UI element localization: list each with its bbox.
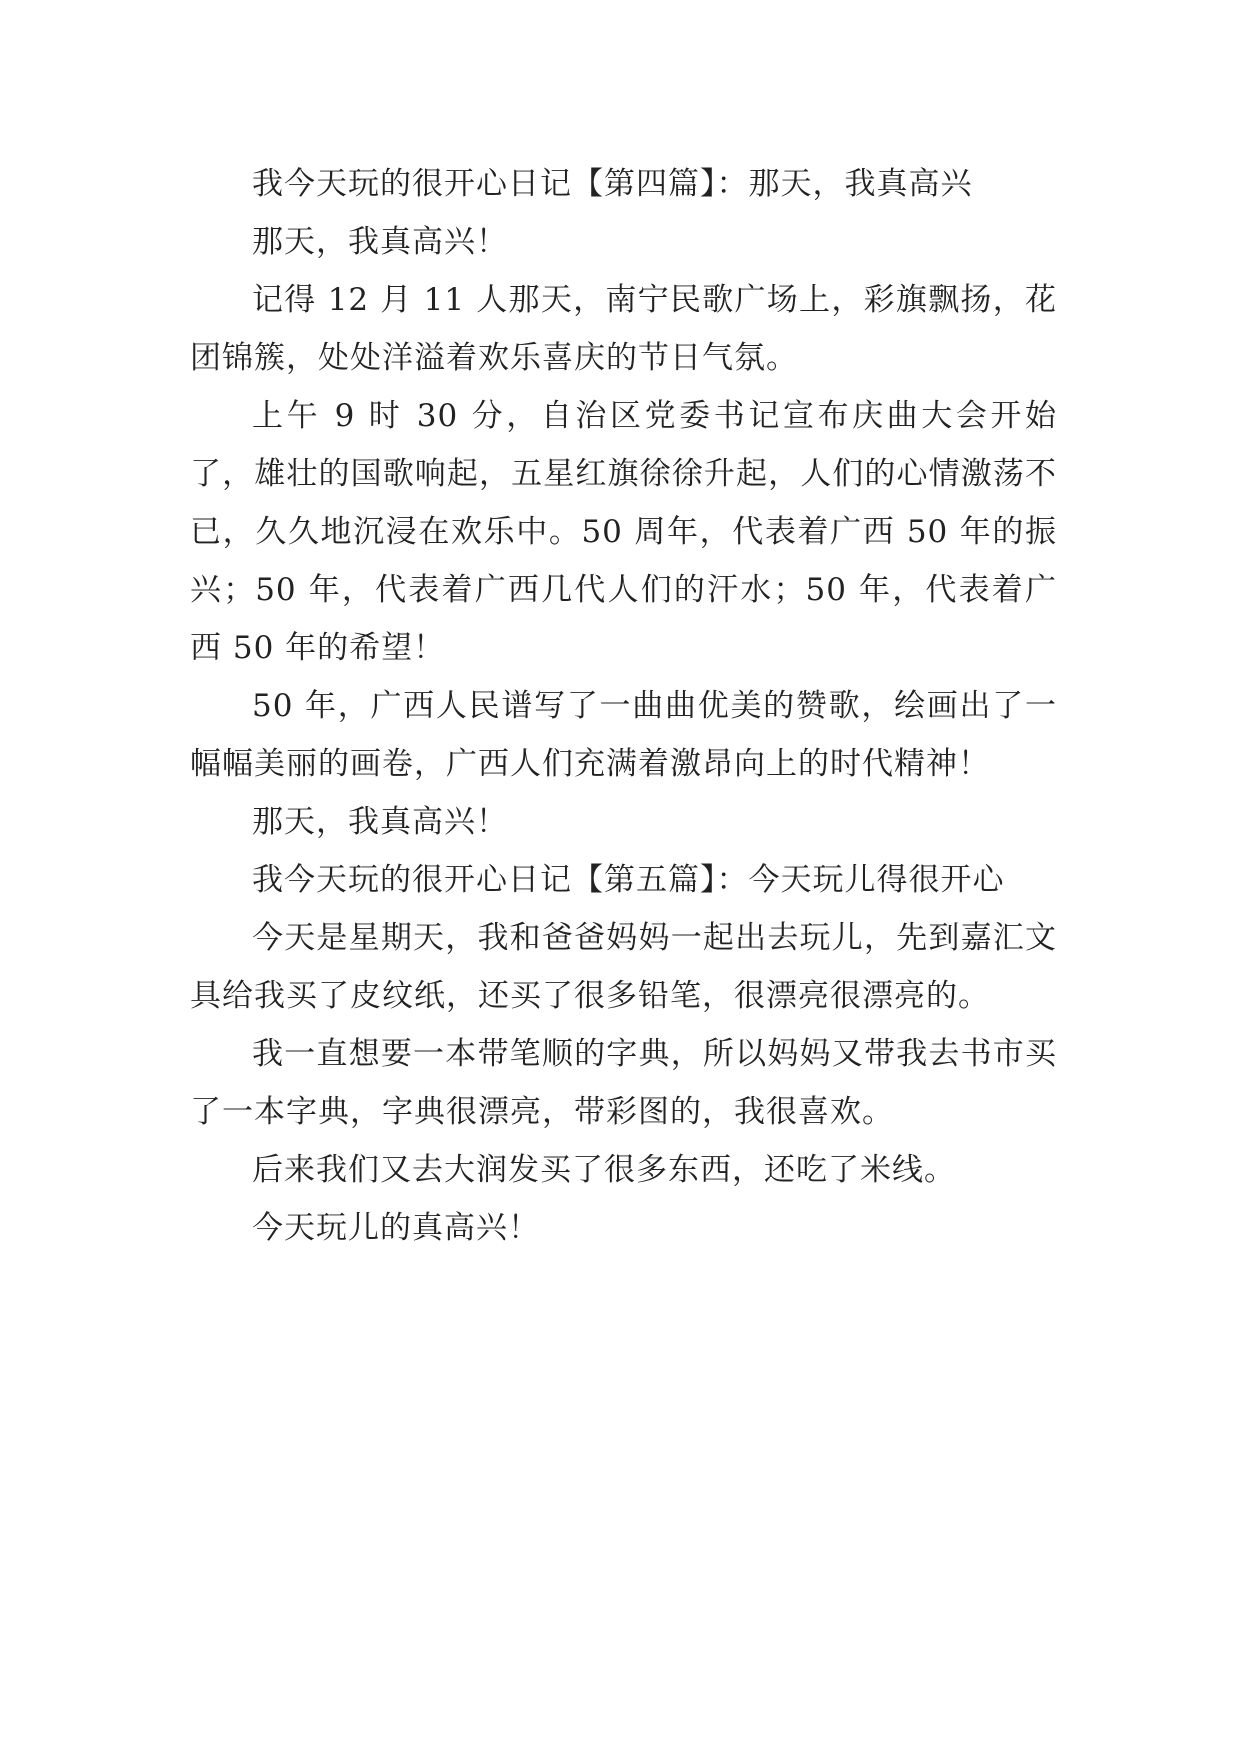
paragraph: 50 年，广西人民谱写了一曲曲优美的赞歌，绘画出了一幅幅美丽的画卷，广西人们充满着激昂向上的时代精神！ — [190, 688, 1057, 782]
heading-part-4: 我今天玩的很开心日记【第四篇】：那天，我真高兴 — [252, 166, 973, 202]
paragraph: 那天，我真高兴！ — [252, 804, 508, 840]
paragraph: 上午 9 时 30 分，自治区党委书记宣布庆曲大会开始了，雄壮的国歌响起，五星红旗徐徐升起，人们的心情激荡不已，久久地沉浸在欢乐中。50 周年，代表着广西 50 年的振兴；50 年，代表着广西几代人们的汗水；50 年，代表着广西 50 年的希望！ — [190, 398, 1057, 666]
document-body — [190, 155, 1057, 1257]
paragraph: 今天是星期天，我和爸爸妈妈一起出去玩儿，先到嘉汇文具给我买了皮纹纸，还买了很多铅笔，很漂亮很漂亮的。 — [190, 920, 1057, 1014]
paragraph: 我一直想要一本带笔顺的字典，所以妈妈又带我去书市买了一本字典，字典很漂亮，带彩图的，我很喜欢。 — [190, 1036, 1057, 1130]
heading-part-5: 我今天玩的很开心日记【第五篇】：今天玩儿得很开心 — [252, 862, 1005, 898]
paragraph: 记得 12 月 11 人那天，南宁民歌广场上，彩旗飘扬，花团锦簇，处处洋溢着欢乐喜庆的节日气氛。 — [190, 282, 1057, 376]
paragraph: 后来我们又去大润发买了很多东西，还吃了米线。 — [252, 1152, 956, 1188]
paragraph: 那天，我真高兴！ — [252, 224, 508, 260]
paragraph: 今天玩儿的真高兴！ — [252, 1210, 540, 1246]
